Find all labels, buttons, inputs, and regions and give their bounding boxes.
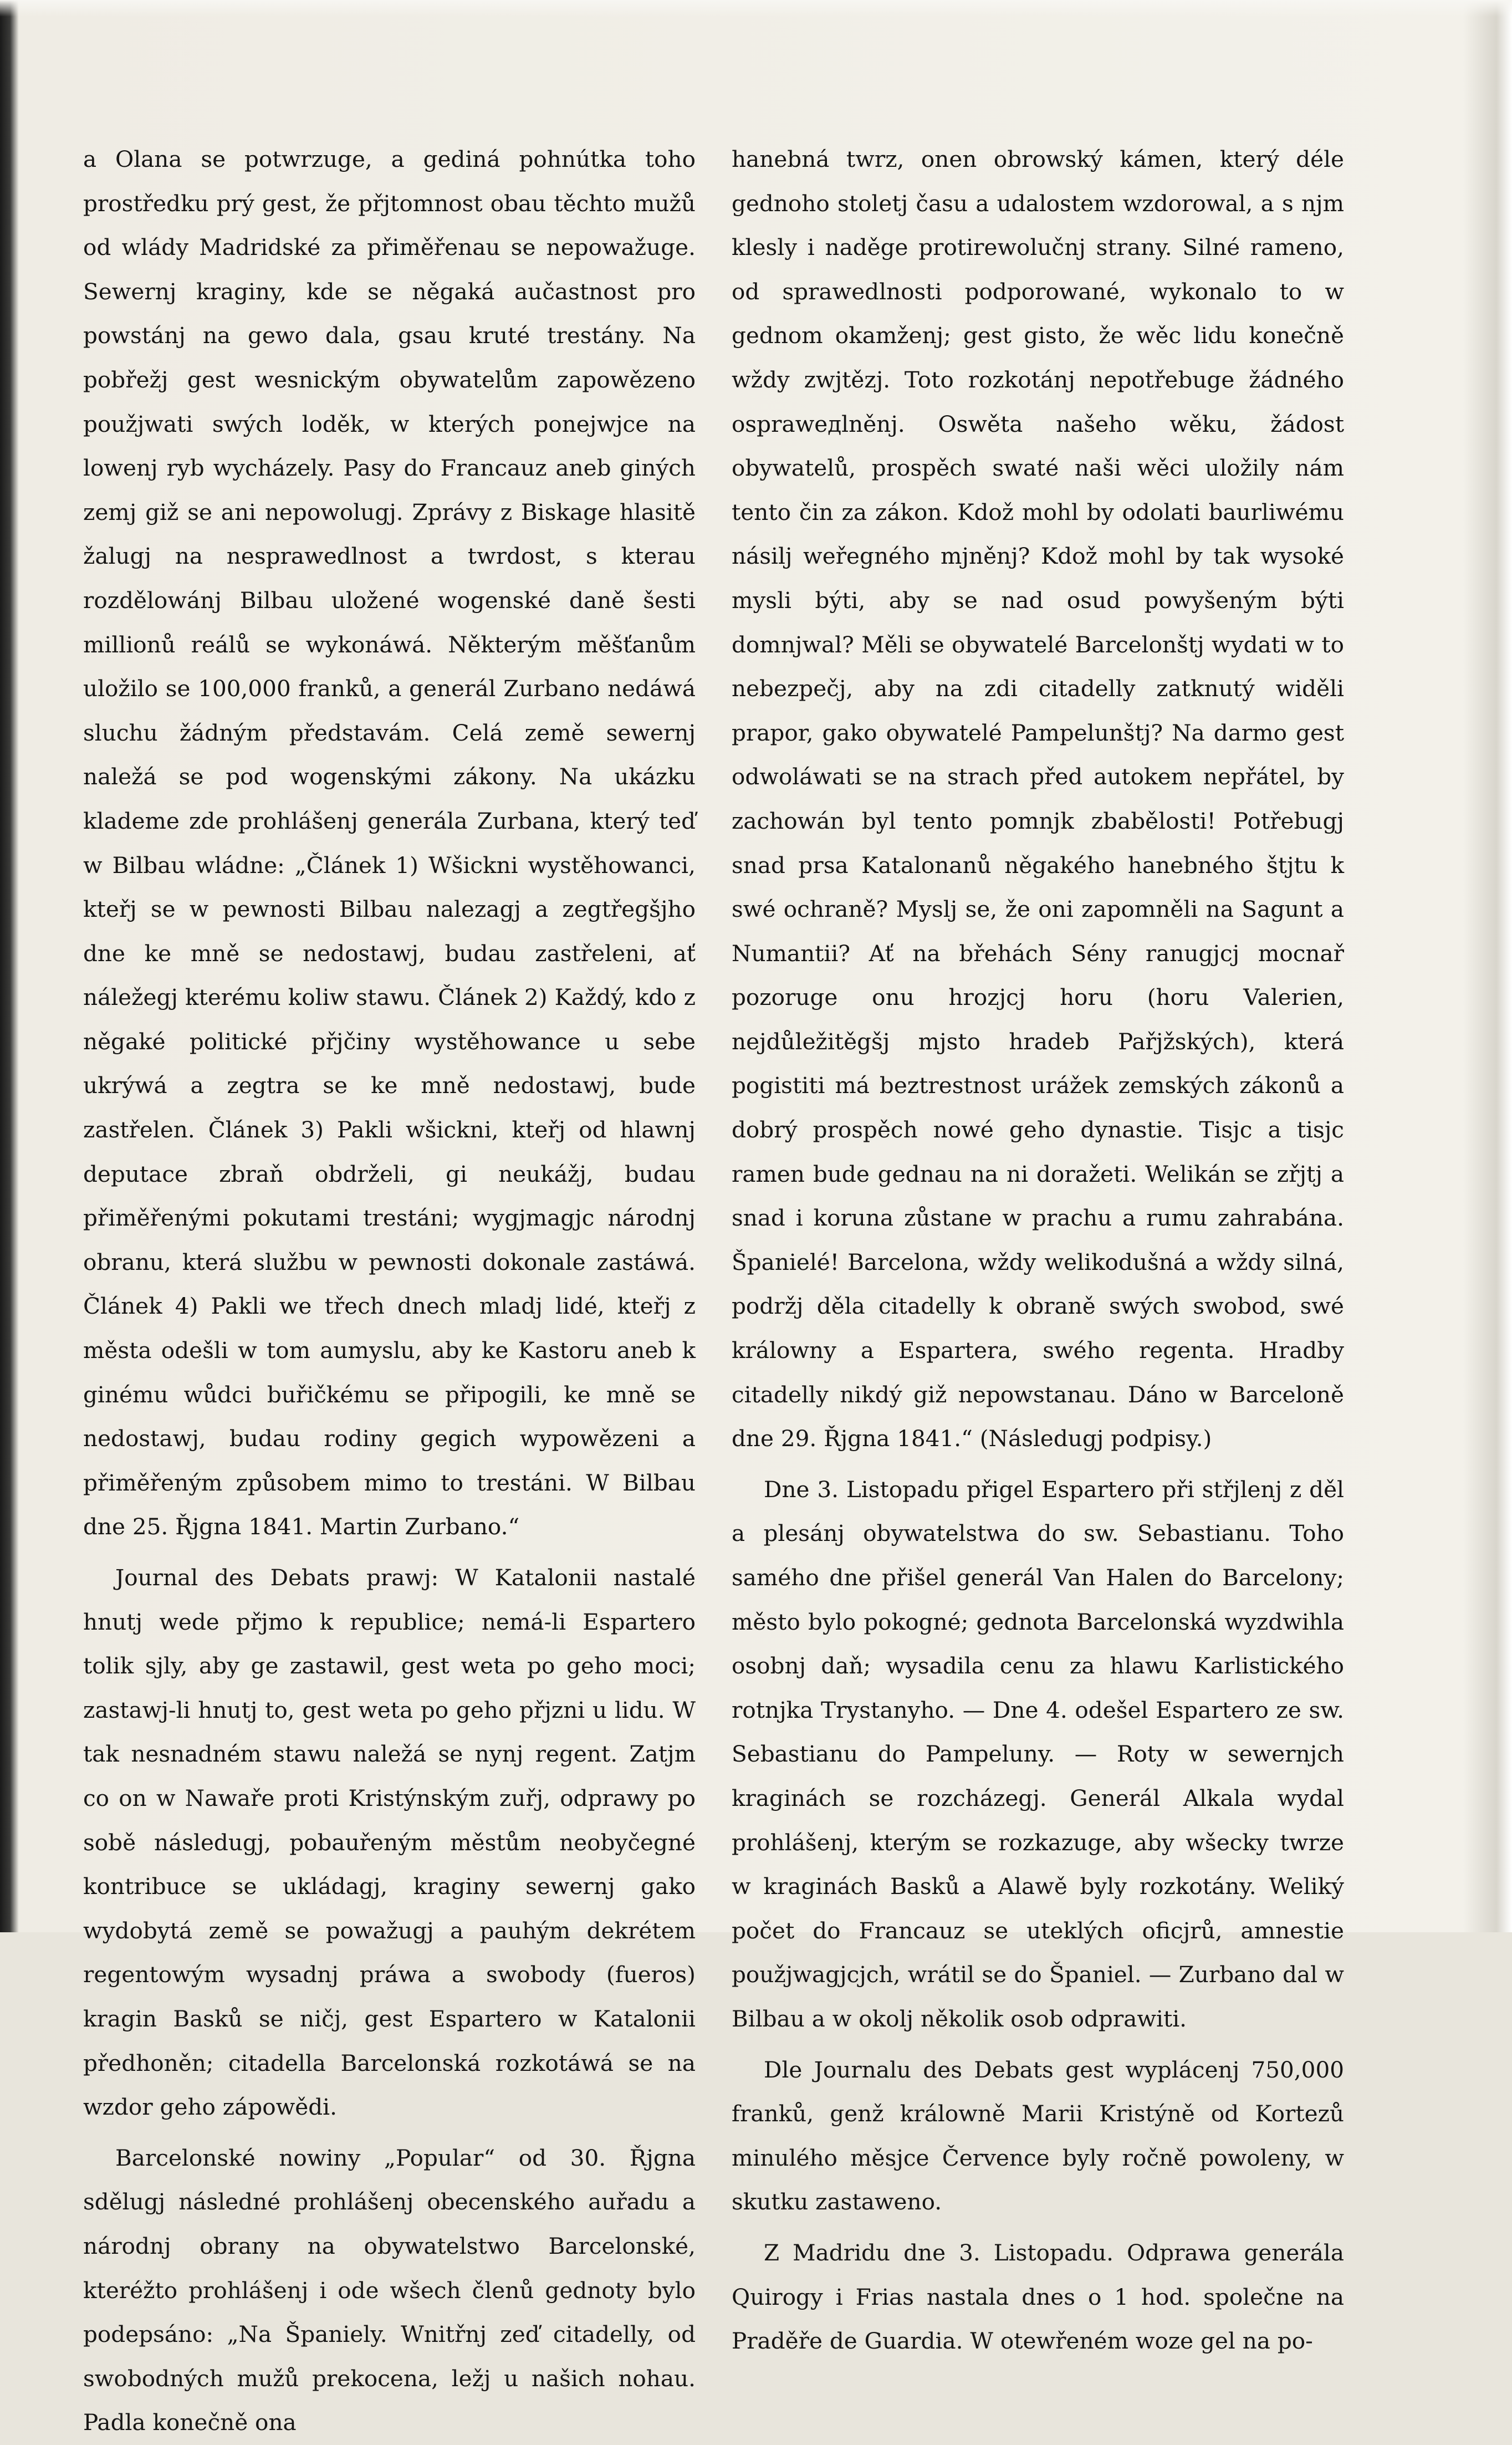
- right-paragraph-1: hanebná twrz, onen obrowský kámen, který déle gednoho stoletj času a udalostem wzdorowal, a s njm klesly i naděge protirewolučnj strany. Silné rameno, od sprawedlnosti podporowané, wykonalo to w gednom okamženj; gest gisto, že wěc lidu konečně wždy zwjtězj. Toto rozkotánj nepotřebuge žádného ospraweдlněnj. Oswěta našeho wěku, žádost obywatelů, prospěch swaté naši wěci uložily nám tento čin za zákon. Kdož mohl by odolati baurliwému násilj weřegného mjněnj? Kdož mohl by tak wysoké mysli býti, aby se nad osud powyšeným býti domnjwal? Měli se obywatelé Barcelonštj wydati w to nebezpečj, aby na zdi citadelly zatknutý widěli prapor, gako obywatelé Pampelunštj? Na darmo gest odwoláwati se na strach před autokem nepřátel, by zachowán byl tento pomnjk zbabělosti! Potřebugj snad prsa Katalonanů něgakého hanebného štjtu k swé ochraně? Myslj se, že oni zapomněli na Sagunt a Numantii? Ať na břehách Sény ranugjcj mocnař pozoruge onu hrozjcj horu (horu Valerien, nejdůležitěgšj mjsto hradeb Pařjžských), která pogistiti má beztrestnost urážek zemských zákonů a dobrý prospěch nowé geho dynastie. Tisjc a tisjc ramen bude gednau na ni doražeti. Welikán se zřjtj a snad i koruna zůstane w prachu a rumu zahrabána. Španielé! Barcelona, wždy welikodušná a wždy silná, podržj děla citadelly k obraně swých swobod, swé králowny a Espartera, swého regenta. Hradby citadelly nikdý giž nepowstanau. Dáno w Barceloně dne 29. Řjgna 1841.“ (Následugj podpisy.): [732, 146, 1344, 1452]
- left-paragraph-2: Journal des Debats prawj: W Katalonii nastalé hnutj wede přjmo k republice; nemá-li Espartero tolik sjly, aby ge zastawil, gest weta po geho moci; zastawj-li hnutj to, gest weta po geho přjzni u lidu. W tak nesnadném stawu naležá se nynj regent. Zatjm co on w Nawaře proti Kristýnským zuřj, odprawy po sobě následugj, pobauřeným městům neobyčegné kontribuce se ukládagj, kraginy sewernj gako wydobytá země se powažugj a pauhým dekrétem regentowým wysadnj práwa a swobody (fueros) kragin Basků se ničj, gest Espartero w Katalonii předhoněn; citadella Barcelonská rozkotáwá se na wzdor geho zápowědi.: [83, 1564, 696, 2121]
- right-paragraph-4: Z Madridu dne 3. Listopadu. Odprawa generála Quirogy i Frias nastala dnes o 1 hod. společne na Praděře de Guardia. W otewřeném woze gel na po-: [732, 2239, 1344, 2355]
- left-paragraph-1: a Olana se potwrzuge, a gediná pohnútka toho prostředku prý gest, že přjtomnost obau těchto mužů od wlády Madridské za přiměřenau se nepowažuge. Sewernj kraginy, kde se něgaká aučastnost pro powstánj na gewo dala, gsau kruté trestány. Na pobřežj gest wesnickým obywatelům zapowězeno použjwati swých loděk, w kterých ponejwjce na lowenj ryb wycházely. Pasy do Francauz aneb giných zemj giž se ani nepowolugj. Zprávy z Biskage hlasitě žalugj na nesprawedlnost a twrdost, s kterau rozdělowánj Bilbau uložené wogenské daně šesti millionů reálů se wykonáwá. Některým měšťanům uložilo se 100,000 franků, a generál Zurbano nedáwá sluchu žádným představám. Celá země sewernj naležá se pod wogenskými zákony. Na ukázku klademe zde prohlášenj generála Zurbana, který teď w Bilbau wládne: „Článek 1) Wšickni wystěhowanci, kteřj se w pewnosti Bilbau nalezagj a zegtřegšjho dne ke mně se nedostawj, budau zastřeleni, ať náležegj kterému koliw stawu. Článek 2) Každý, kdo z něgaké politické přjčiny wystěhowance u sebe ukrýwá a zegtra se ke mně nedostawj, bude zastřelen. Článek 3) Pakli wšickni, kteřj od hlawnj deputace zbraň obdrželi, gi neukážj, budau přiměřenými pokutami trestáni; wygjmagjc národnj obranu, která službu w pewnosti dokonale zastáwá. Článek 4) Pakli we třech dnech mladj lidé, kteřj z města odešli w tom aumyslu, aby ke Kastoru aneb k ginému wůdci buřičkému se připogili, ke mně se nedostawj, budau rodiny gegich wypowězeni a přiměřeným způsobem mimo to trestáni. W Bilbau dne 25. Řjgna 1841. Martin Zurbano.“: [83, 146, 696, 1540]
- page-top-edge: [0, 0, 1512, 17]
- right-paragraph-2: Dne 3. Listopadu přigel Espartero při střjlenj z děl a plesánj obywatelstwa do sw. Sebastianu. Toho samého dne přišel generál Van Halen do Barcelony; město bylo pokogné; gednota Barcelonská wyzdwihla osobnj daň; wysadila cenu za hlawu Karlistického rotnjka Trystanyho. — Dne 4. odešel Espartero ze sw. Sebastianu do Pampeluny. — Roty w sewernjch kraginách se rozcházegj. Generál Alkala wydal prohlášenj, kterým se rozkazuge, aby wšecky twrze w kraginách Basků a Alawě byly rozkotány. Weliký počet do Francauz se uteklých oficjrů, amnestie použjwagjcjch, wrátil se do Španiel. — Zurbano dal w Bilbau a w okolj několik osob odprawiti.: [732, 1476, 1344, 2032]
- right-column: [732, 137, 1344, 2364]
- left-column: [83, 137, 696, 2445]
- left-paragraph-3: Barcelonské nowiny „Popular“ od 30. Řjgna sdělugj následné prohlášenj obecenského auřadu a národnj obrany na obywatelstwo Barcelonské, kteréžto prohlášenj i ode wšech členů gednoty bylo podepsáno: „Na Španiely. Wnitřnj zeď citadelly, od swobodných mužů prekocena, ležj u našich nohau. Padla konečně ona: [83, 2144, 696, 2436]
- right-paragraph-3: Dle Journalu des Debats gest wyplácenj 750,000 franků, genž králowně Marii Kristýně od Kortezů minulého měsjce Července byly ročně powoleny, w skutku zastaweno.: [732, 2056, 1344, 2216]
